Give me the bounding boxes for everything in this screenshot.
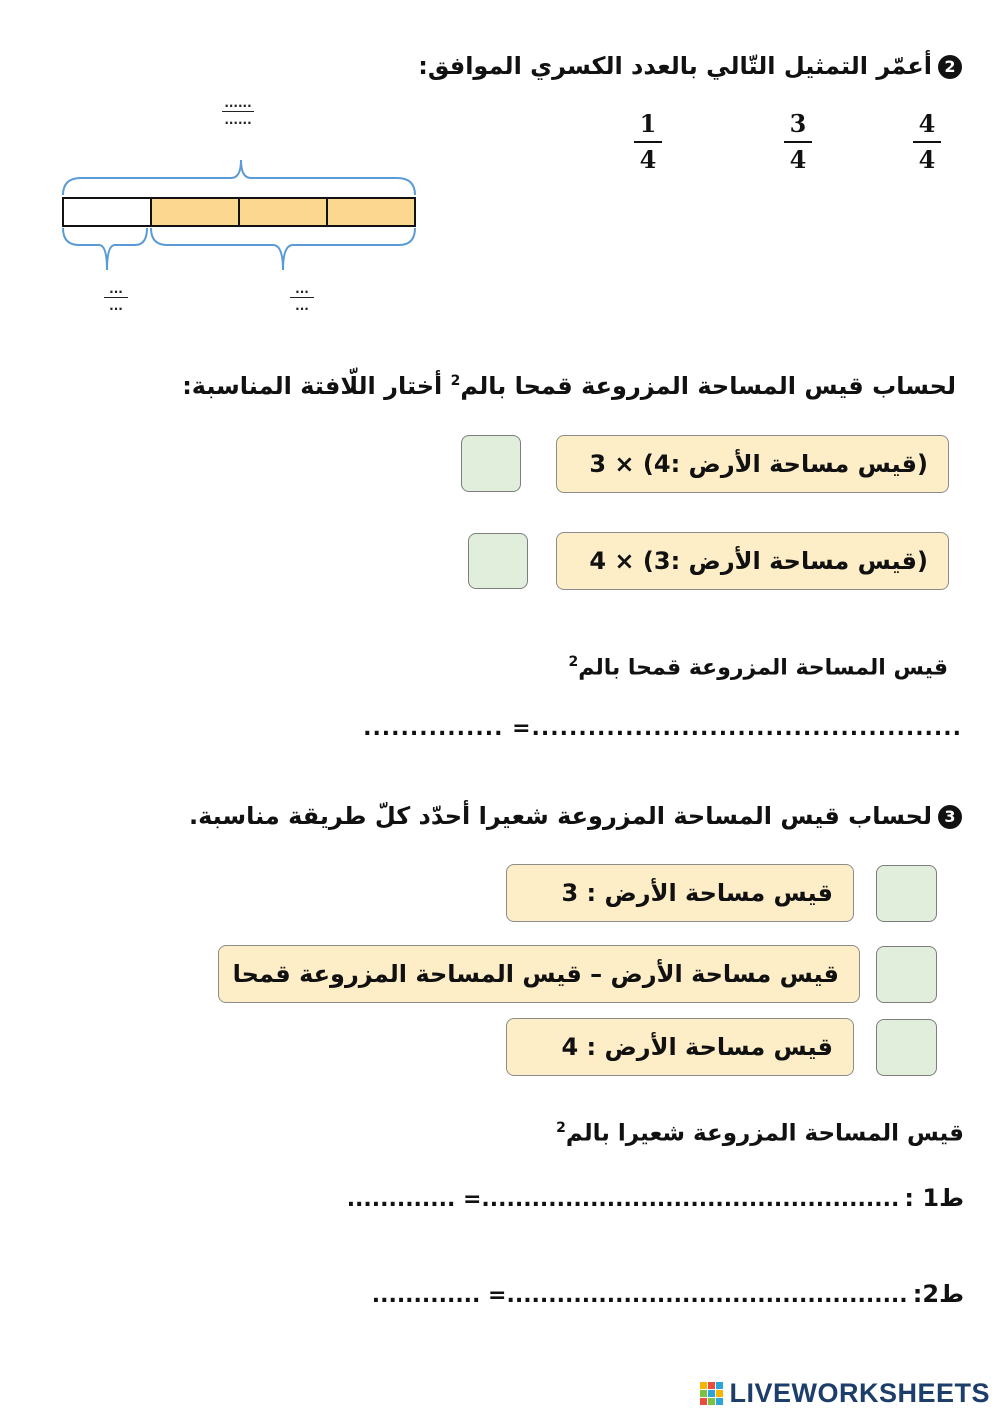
method1-input[interactable]: ..................................................= .............	[346, 1187, 900, 1212]
barley-option-3-card: قيس مساحة الأرض : 4	[506, 1018, 854, 1076]
method2-row	[372, 1280, 964, 1308]
liveworksheets-logo-icon	[700, 1382, 723, 1405]
wheat-option-2-card: (قيس مساحة الأرض :3) × 4	[556, 532, 949, 590]
diagram-left-drop-target[interactable]: ... ...	[104, 282, 128, 313]
fraction-bar-diagram	[55, 140, 435, 280]
method1-label: ط1 :	[904, 1184, 964, 1212]
barley-option-2-card: قيس مساحة الأرض – قيس المساحة المزروعة قمحا	[218, 945, 860, 1003]
bar-part-shaded-2	[239, 198, 327, 226]
method1-row	[347, 1184, 964, 1212]
diagram-top-drop-target[interactable]: ...... ......	[222, 96, 254, 127]
top-brace	[63, 160, 415, 195]
bar-part-unshaded	[63, 198, 151, 226]
fraction-four-quarters[interactable]: 4 4	[907, 110, 947, 174]
section3-number-badge: 3	[938, 805, 962, 829]
bar-part-shaded-1	[151, 198, 239, 226]
barley-option-3-checkbox[interactable]	[876, 1019, 937, 1076]
fraction-one-quarter[interactable]: 1 4	[628, 110, 668, 174]
bottom-left-brace	[63, 228, 147, 270]
wheat-option-2-checkbox[interactable]	[468, 533, 528, 589]
barley-option-1-card: قيس مساحة الأرض : 3	[506, 864, 854, 922]
barley-option-2-checkbox[interactable]	[876, 946, 937, 1003]
method2-input[interactable]: ................................................= .............	[371, 1283, 908, 1308]
method2-label: ط2:	[912, 1280, 964, 1308]
section3-title: 3لحساب قيس المساحة المزروعة شعيرا أحدّد كلّ طريقة مناسبة.	[189, 802, 962, 830]
wheat-option-1-card: (قيس مساحة الأرض :4) × 3	[556, 435, 949, 493]
section2-title: 2أعمّر التمثيل التّالي بالعدد الكسري الموافق:	[418, 52, 962, 80]
diagram-right-drop-target[interactable]: ... ...	[290, 282, 314, 313]
bottom-right-brace	[151, 228, 415, 270]
barley-option-1-checkbox[interactable]	[876, 865, 937, 922]
wheat-question-title: لحساب قيس المساحة المزروعة قمحا بالم$^2$ أختار اللّافتة المناسبة:	[182, 372, 956, 400]
bar-part-shaded-3	[327, 198, 415, 226]
wheat-answer-input[interactable]: ..............................................= ...............	[363, 716, 962, 741]
wheat-answer-label: قيس المساحة المزروعة قمحا بالم$^2$	[568, 654, 948, 681]
barley-answer-label: قيس المساحة المزروعة شعيرا بالم$^2$	[556, 1120, 964, 1147]
fraction-three-quarters[interactable]: 3 4	[778, 110, 818, 174]
liveworksheets-logo-text: LIVEWORKSHEETS	[729, 1378, 990, 1408]
wheat-option-1-checkbox[interactable]	[461, 435, 521, 492]
liveworksheets-logo	[700, 1378, 990, 1409]
section2-number-badge: 2	[938, 55, 962, 79]
